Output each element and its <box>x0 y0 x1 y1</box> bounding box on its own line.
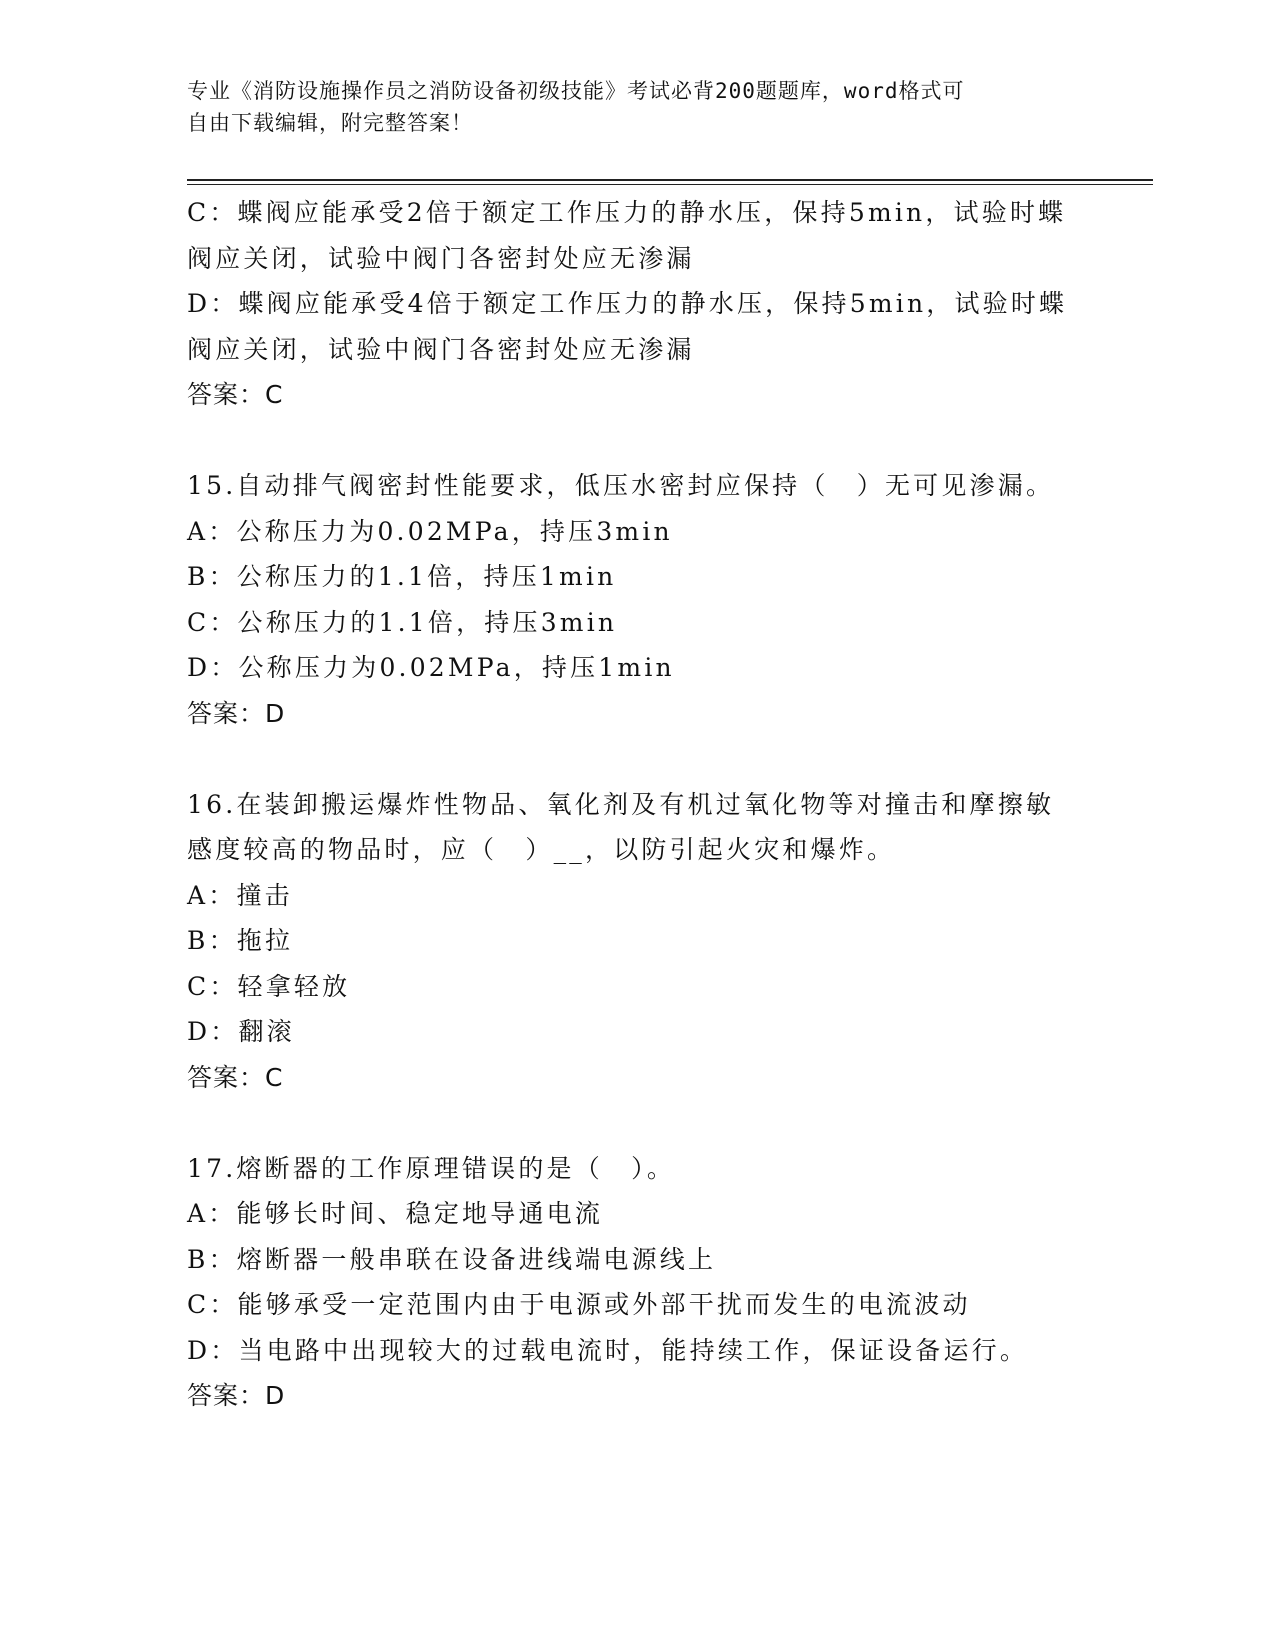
question-continued <box>187 190 1087 418</box>
option-c: C：蝶阀应能承受2倍于额定工作压力的静水压，保持5min，试验时蝶 <box>187 198 1067 227</box>
question-stem: 15.自动排气阀密封性能要求，低压水密封应保持（ ）无可见渗漏。 <box>187 471 1055 500</box>
option-b: B：公称压力的1.1倍，持压1min <box>187 562 617 591</box>
answer: 答案：C <box>187 380 284 409</box>
question-list <box>187 190 1087 1419</box>
question-16 <box>187 782 1087 1101</box>
option-d: D：翻滚 <box>187 1017 295 1046</box>
page-header <box>187 75 1067 139</box>
question-stem-continued: 感度较高的物品时，应（ ）__，以防引起火灾和爆炸。 <box>187 835 896 864</box>
spacer <box>187 418 1087 464</box>
option-d: D：蝶阀应能承受4倍于额定工作压力的静水压，保持5min，试验时蝶 <box>187 289 1068 318</box>
option-d-continued: 阀应关闭，试验中阀门各密封处应无渗漏 <box>187 334 695 364</box>
option-d: D：公称压力为0.02MPa，持压1min <box>187 653 675 682</box>
header-line: 自由下载编辑，附完整答案！ <box>187 111 473 135</box>
question-stem: 17.熔断器的工作原理错误的是（ ）。 <box>187 1153 676 1183</box>
option-a: A：能够长时间、稳定地导通电流 <box>187 1199 604 1228</box>
question-15 <box>187 463 1087 736</box>
question-stem: 16.在装卸搬运爆炸性物品、氧化剂及有机过氧化物等对撞击和摩擦敏 <box>187 789 1055 819</box>
option-a: A：公称压力为0.02MPa，持压3min <box>187 516 673 546</box>
spacer <box>187 736 1087 782</box>
option-c-continued: 阀应关闭，试验中阀门各密封处应无渗漏 <box>187 243 695 273</box>
answer: 答案：D <box>187 1381 286 1410</box>
answer: 答案：D <box>187 698 286 728</box>
answer: 答案：C <box>187 1062 284 1092</box>
option-b: B：熔断器一般串联在设备进线端电源线上 <box>187 1244 717 1274</box>
header-divider <box>187 179 1153 185</box>
option-d: D：当电路中出现较大的过载电流时，能持续工作，保证设备运行。 <box>187 1335 1029 1365</box>
header-line: 专业《消防设施操作员之消防设备初级技能》考试必背200题题库，word格式可 <box>187 79 965 103</box>
spacer <box>187 1100 1087 1146</box>
option-c: C：能够承受一定范围内由于电源或外部干扰而发生的电流波动 <box>187 1290 971 1319</box>
option-b: B：拖拉 <box>187 926 294 955</box>
question-17 <box>187 1146 1087 1419</box>
option-c: C：轻拿轻放 <box>187 971 351 1001</box>
option-c: C：公称压力的1.1倍，持压3min <box>187 607 618 637</box>
option-a: A：撞击 <box>187 880 293 910</box>
